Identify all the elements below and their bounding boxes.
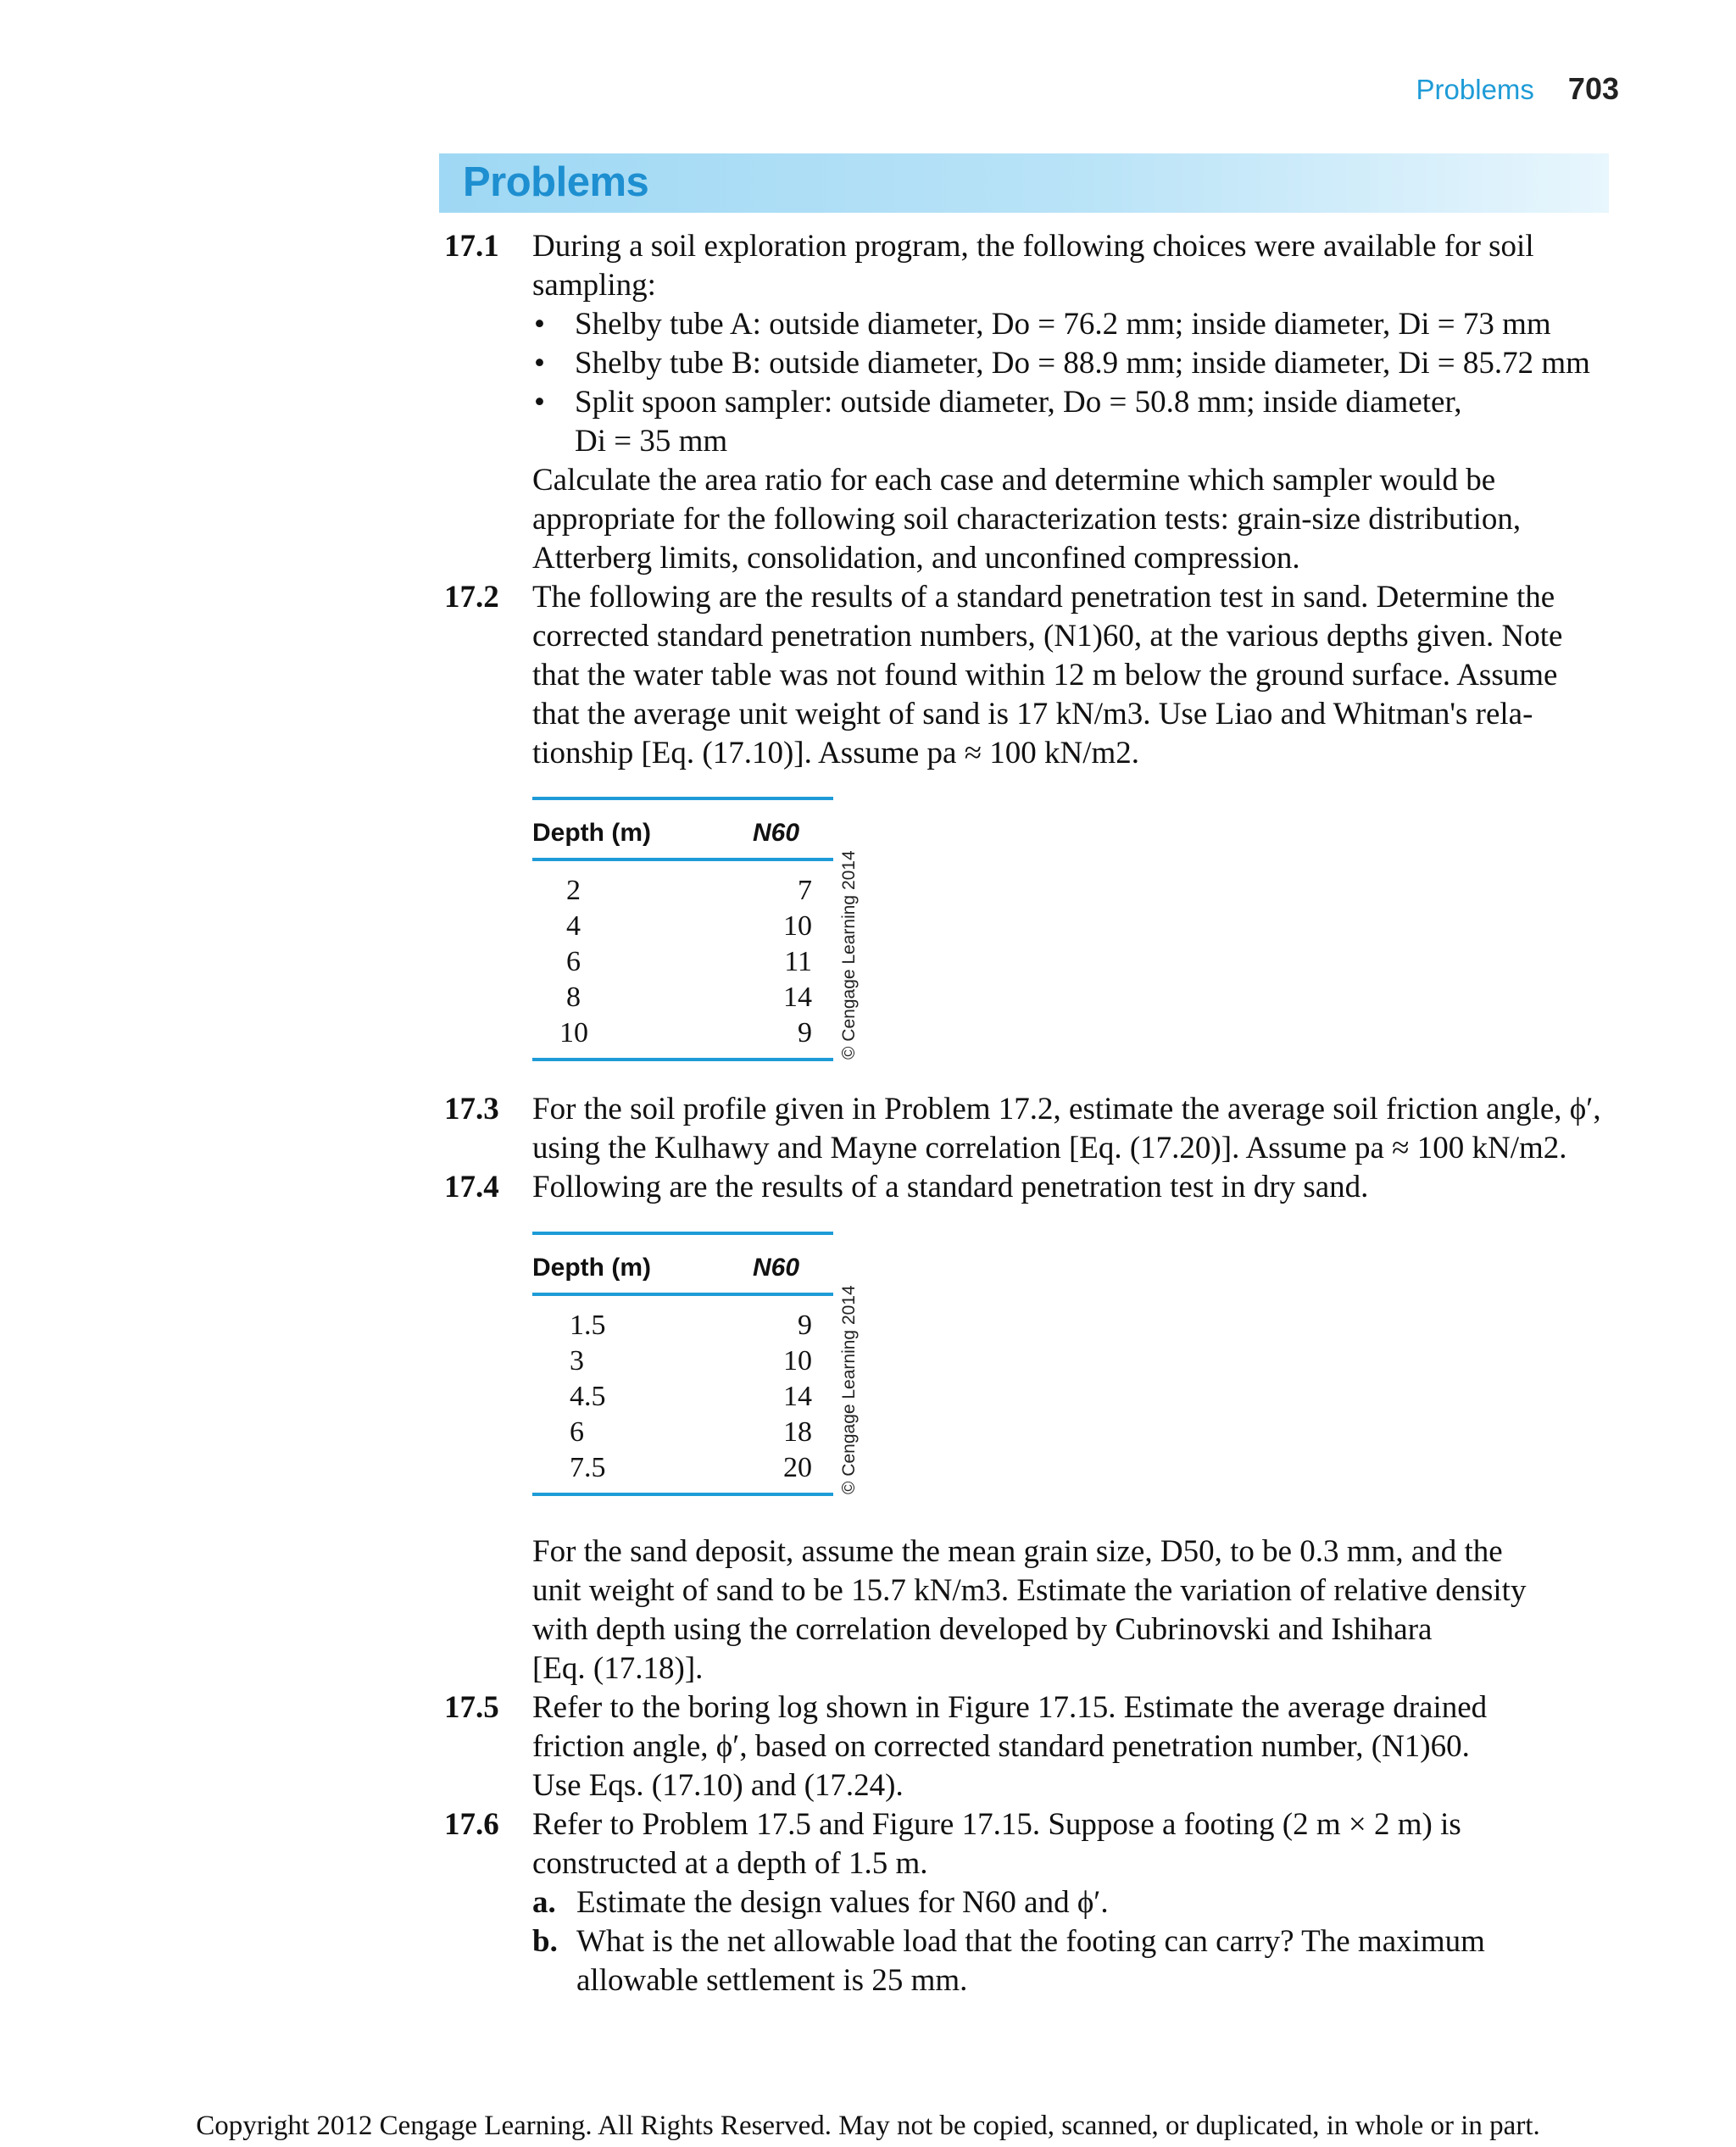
table-cell-depth: 3: [570, 1345, 584, 1377]
problem-text-line: constructed at a depth of 1.5 m.: [532, 1846, 928, 1881]
problems-heading: Problems: [463, 159, 649, 205]
table-header-depth: Depth (m): [532, 819, 651, 847]
spt-table-2: [532, 1232, 833, 1494]
image-credit: © Cengage Learning 2014: [839, 1285, 859, 1494]
problem-text-line: The following are the results of a standard penetration test in sand. Determine the: [532, 580, 1555, 615]
bullet-item: Shelby tube B: outside diameter, Do = 88.9 mm; inside diameter, Di = 85.72 mm: [575, 346, 1590, 381]
problem-text-line: tionship [Eq. (17.10)]. Assume pa ≈ 100 kN/m2.: [532, 736, 1140, 770]
page-number: 703: [1567, 71, 1619, 106]
bullet-item-continuation: Di = 35 mm: [575, 424, 728, 459]
copyright-notice: Copyright 2012 Cengage Learning. All Rights Reserved. May not be copied, scanned, or duplicated, in whole or in part.: [196, 2111, 1540, 2141]
problem-text-line: Refer to the boring log shown in Figure 17.15. Estimate the average drained: [532, 1690, 1488, 1725]
table-cell-depth: 6: [570, 1416, 584, 1448]
table-cell-n60: 20: [783, 1452, 812, 1483]
table-bottom-rule: [532, 1493, 833, 1496]
problem-text-line: unit weight of sand to be 15.7 kN/m3. Estimate the variation of relative density: [532, 1573, 1527, 1608]
subpart-text-a: Estimate the design values for N60 and ϕ′.: [576, 1885, 1109, 1920]
table-cell-depth: 10: [559, 1017, 588, 1048]
problem-text-line: with depth using the correlation developed by Cubrinovski and Ishihara: [532, 1612, 1433, 1647]
table-cell-depth: 7.5: [570, 1452, 606, 1483]
bullet-item: Shelby tube A: outside diameter, Do = 76.2 mm; inside diameter, Di = 73 mm: [575, 307, 1551, 342]
subpart-text-b-continuation: allowable settlement is 25 mm.: [576, 1963, 968, 1998]
table-header-n60: [753, 1254, 799, 1282]
problem-text-line: Refer to Problem 17.5 and Figure 17.15. Suppose a footing (2 m × 2 m) is: [532, 1807, 1461, 1842]
table-cell-n60: 10: [783, 1345, 812, 1377]
image-credit: © Cengage Learning 2014: [839, 850, 859, 1060]
problem-text-line: For the soil profile given in Problem 17.2, estimate the average soil friction angle, ϕ′,: [532, 1092, 1601, 1126]
bullet-icon: •: [534, 346, 545, 381]
table-header-rule: [532, 858, 833, 861]
problem-text-line: Use Eqs. (17.10) and (17.24).: [532, 1768, 904, 1803]
problem-text-line: For the sand deposit, assume the mean grain size, D50, to be 0.3 mm, and the: [532, 1534, 1503, 1569]
problem-number: 17.6: [444, 1807, 499, 1842]
table-header-n60: [753, 819, 799, 848]
bullet-icon: •: [534, 385, 545, 420]
problems-heading-band: [439, 153, 1609, 213]
table-cell-n60: 18: [783, 1416, 812, 1448]
problem-text-line: appropriate for the following soil characterization tests: grain-size distribution,: [532, 502, 1522, 537]
problem-text-line: Calculate the area ratio for each case and determine which sampler would be: [532, 463, 1496, 498]
table-cell-depth: 1.5: [570, 1310, 606, 1341]
problem-text-line: [Eq. (17.18)].: [532, 1651, 704, 1686]
table-cell-n60: 7: [798, 875, 812, 906]
table-cell-n60: 11: [784, 946, 812, 977]
table-cell-n60: 14: [783, 982, 812, 1013]
table-top-rule: [532, 1232, 833, 1235]
problem-number: 17.2: [444, 580, 499, 615]
problem-text-line: corrected standard penetration numbers, (N1)60, at the various depths given. Note: [532, 619, 1563, 654]
table-cell-depth: 4.5: [570, 1381, 606, 1412]
table-cell-n60: 14: [783, 1381, 812, 1412]
problem-text-line: Following are the results of a standard penetration test in dry sand.: [532, 1170, 1369, 1204]
subpart-label-a: a.: [532, 1885, 556, 1920]
problem-number: 17.1: [444, 229, 499, 264]
table-cell-depth: 8: [566, 982, 581, 1013]
table-bottom-rule: [532, 1058, 833, 1061]
problem-text-line: using the Kulhawy and Mayne correlation [Eq. (17.20)]. Assume pa ≈ 100 kN/m2.: [532, 1131, 1567, 1165]
bullet-item: Split spoon sampler: outside diameter, Do = 50.8 mm; inside diameter,: [575, 385, 1462, 420]
bullet-icon: •: [534, 307, 545, 342]
running-head: [1416, 71, 1619, 114]
subpart-text-b: What is the net allowable load that the footing can carry? The maximum: [576, 1924, 1485, 1959]
table-cell-depth: 4: [566, 910, 581, 942]
problem-text-line: Atterberg limits, consolidation, and unconfined compression.: [532, 541, 1300, 576]
table-header-rule: [532, 1293, 833, 1296]
table-cell-n60: 10: [783, 910, 812, 942]
problem-text-line: friction angle, ϕ′, based on corrected standard penetration number, (N1)60.: [532, 1729, 1470, 1764]
table-cell-n60: 9: [798, 1310, 812, 1341]
problem-number: 17.3: [444, 1092, 499, 1126]
n60-header-text: N60: [753, 819, 800, 847]
problem-number: 17.4: [444, 1170, 499, 1204]
table-top-rule: [532, 797, 833, 800]
spt-table-1: [532, 797, 833, 1060]
n60-header-text: N60: [753, 1254, 800, 1282]
problem-text-line: that the average unit weight of sand is 17 kN/m3. Use Liao and Whitman's rela-: [532, 697, 1533, 731]
table-cell-depth: 2: [566, 875, 581, 906]
running-head-section: Problems: [1416, 74, 1534, 105]
problem-text-line: that the water table was not found within 12 m below the ground surface. Assume: [532, 658, 1558, 692]
table-cell-n60: 9: [798, 1017, 812, 1048]
subpart-label-b: b.: [532, 1924, 558, 1959]
table-cell-depth: 6: [566, 946, 581, 977]
problem-text-line: sampling:: [532, 268, 656, 303]
problem-number: 17.5: [444, 1690, 499, 1725]
problem-text-line: During a soil exploration program, the following choices were available for soil: [532, 229, 1534, 264]
table-header-depth: Depth (m): [532, 1254, 651, 1282]
